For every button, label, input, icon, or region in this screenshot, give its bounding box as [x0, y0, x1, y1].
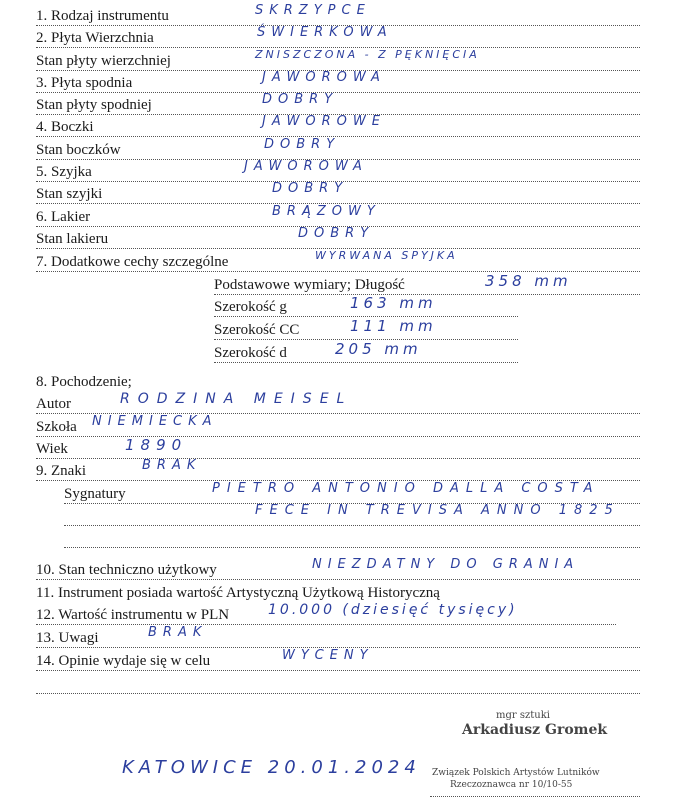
field-value: JAWOROWA — [262, 70, 386, 85]
field-label: 13. Uwagi — [36, 630, 99, 646]
field-value: NIEMIECKA — [92, 414, 218, 429]
field-label: 12. Wartość instrumentu w PLN — [36, 607, 230, 623]
dotted-line — [36, 464, 640, 481]
field-label: Wiek — [36, 441, 68, 457]
field-special-features — [0, 249, 695, 273]
field-sides-condition — [0, 137, 695, 161]
dimension-value: 358 mm — [485, 272, 572, 290]
place-date: KATOWICE 20.01.2024 — [122, 757, 421, 778]
signature-line-1: PIETRO ANTONIO DALLA COSTA — [212, 481, 600, 496]
blank-line — [0, 675, 695, 695]
field-neck — [0, 159, 695, 183]
field-signatures-line2 — [0, 503, 695, 527]
field-value: DOBRY — [262, 92, 339, 107]
dimension-width-d — [0, 340, 695, 364]
field-remarks — [0, 625, 695, 649]
field-signatures-line3 — [0, 529, 695, 549]
dimension-value: 205 mm — [335, 340, 422, 358]
field-value: 1890 — [125, 436, 188, 454]
field-label: Stan lakieru — [36, 231, 109, 247]
field-label: Stan boczków — [36, 142, 121, 158]
field-sides — [0, 114, 695, 138]
field-top-plate — [0, 25, 695, 49]
field-value-type — [0, 584, 695, 604]
field-marks — [0, 458, 695, 482]
field-varnish-condition — [0, 226, 695, 250]
dimension-label: Podstawowe wymiary; Długość — [214, 277, 405, 293]
field-label: 7. Dodatkowe cechy szczególne — [36, 254, 229, 270]
dimension-width-cc — [0, 317, 695, 341]
field-value: NIEZDATNY DO GRANIA — [312, 557, 580, 572]
field-value: DOBRY — [272, 181, 349, 196]
field-label: 14. Opinie wydaje się w celu — [36, 653, 211, 669]
field-label: 1. Rodzaj instrumentu — [36, 8, 169, 24]
origin-heading — [0, 373, 695, 393]
field-back-plate-condition — [0, 92, 695, 116]
field-signatures — [0, 481, 695, 505]
section-heading: 8. Pochodzenie; — [36, 374, 132, 390]
field-label: Stan płyty spodniej — [36, 97, 152, 113]
field-value: SKRZYPCE — [255, 3, 371, 18]
field-label: 11. Instrument posiada wartość Artystyczną Użytkową Historyczną — [36, 585, 440, 601]
dimension-label: Szerokość d — [214, 345, 287, 361]
field-value: BRAK — [148, 625, 208, 640]
field-top-plate-condition — [0, 48, 695, 72]
field-label: Stan płyty wierzchniej — [36, 53, 171, 69]
field-label: 5. Szyjka — [36, 164, 92, 180]
field-label: 6. Lakier — [36, 209, 91, 225]
field-label: Sygnatury — [64, 486, 126, 502]
stamp-name: Arkadiusz Gromek — [462, 722, 608, 738]
field-label: 9. Znaki — [36, 463, 86, 479]
field-label: Szkoła — [36, 419, 77, 435]
field-back-plate — [0, 70, 695, 94]
field-value: 10.000 (dziesięć tysięcy) — [268, 602, 518, 618]
field-label: Stan szyjki — [36, 186, 103, 202]
field-technical-condition — [0, 557, 695, 581]
field-school — [0, 414, 695, 438]
field-instrument-type — [0, 3, 695, 27]
dimension-label: Szerokość CC — [214, 322, 300, 338]
stamp-organization: Związek Polskich Artystów Lutników — [432, 768, 600, 778]
field-author — [0, 391, 695, 415]
field-value: DOBRY — [264, 137, 341, 152]
field-value: ZNISZCZONA - Z PĘKNIĘCIA — [255, 48, 480, 61]
field-value: DOBRY — [298, 226, 375, 241]
field-neck-condition — [0, 181, 695, 205]
field-value: BRĄZOWY — [272, 204, 381, 219]
dimension-width-g — [0, 294, 695, 318]
dotted-line — [36, 677, 640, 694]
signature-dotted-line — [430, 796, 640, 797]
field-label: 10. Stan techniczno użytkowy — [36, 562, 217, 578]
field-label: 2. Płyta Wierzchnia — [36, 30, 154, 46]
field-label: 4. Boczki — [36, 119, 94, 135]
dimension-length — [0, 272, 695, 296]
field-value: WYRWANA SPYJKA — [315, 249, 458, 262]
signature-line-2: FECE IN TREVISA ANNO 1825 — [255, 503, 620, 518]
field-value: ŚWIERKOWA — [257, 25, 393, 40]
dotted-line — [64, 531, 640, 548]
dotted-line — [36, 631, 640, 648]
field-value: JAWOROWE — [262, 114, 386, 129]
field-value: WYCENY — [282, 648, 374, 663]
field-label: Autor — [36, 396, 71, 412]
field-value: BRAK — [142, 458, 202, 473]
field-value: RODZINA MEISEL — [120, 391, 353, 407]
field-purpose — [0, 648, 695, 672]
dimension-value: 111 mm — [350, 317, 437, 335]
field-age — [0, 436, 695, 460]
stamp-title: mgr sztuki — [496, 710, 550, 721]
dimension-value: 163 mm — [350, 294, 437, 312]
stamp-line: Rzeczoznawca nr 10/10-55 — [450, 780, 573, 790]
field-value-pln — [0, 602, 695, 626]
field-value: JAWOROWA — [244, 159, 368, 174]
field-label: 3. Płyta spodnia — [36, 75, 133, 91]
dimension-label: Szerokość g — [214, 299, 287, 315]
field-varnish — [0, 204, 695, 228]
